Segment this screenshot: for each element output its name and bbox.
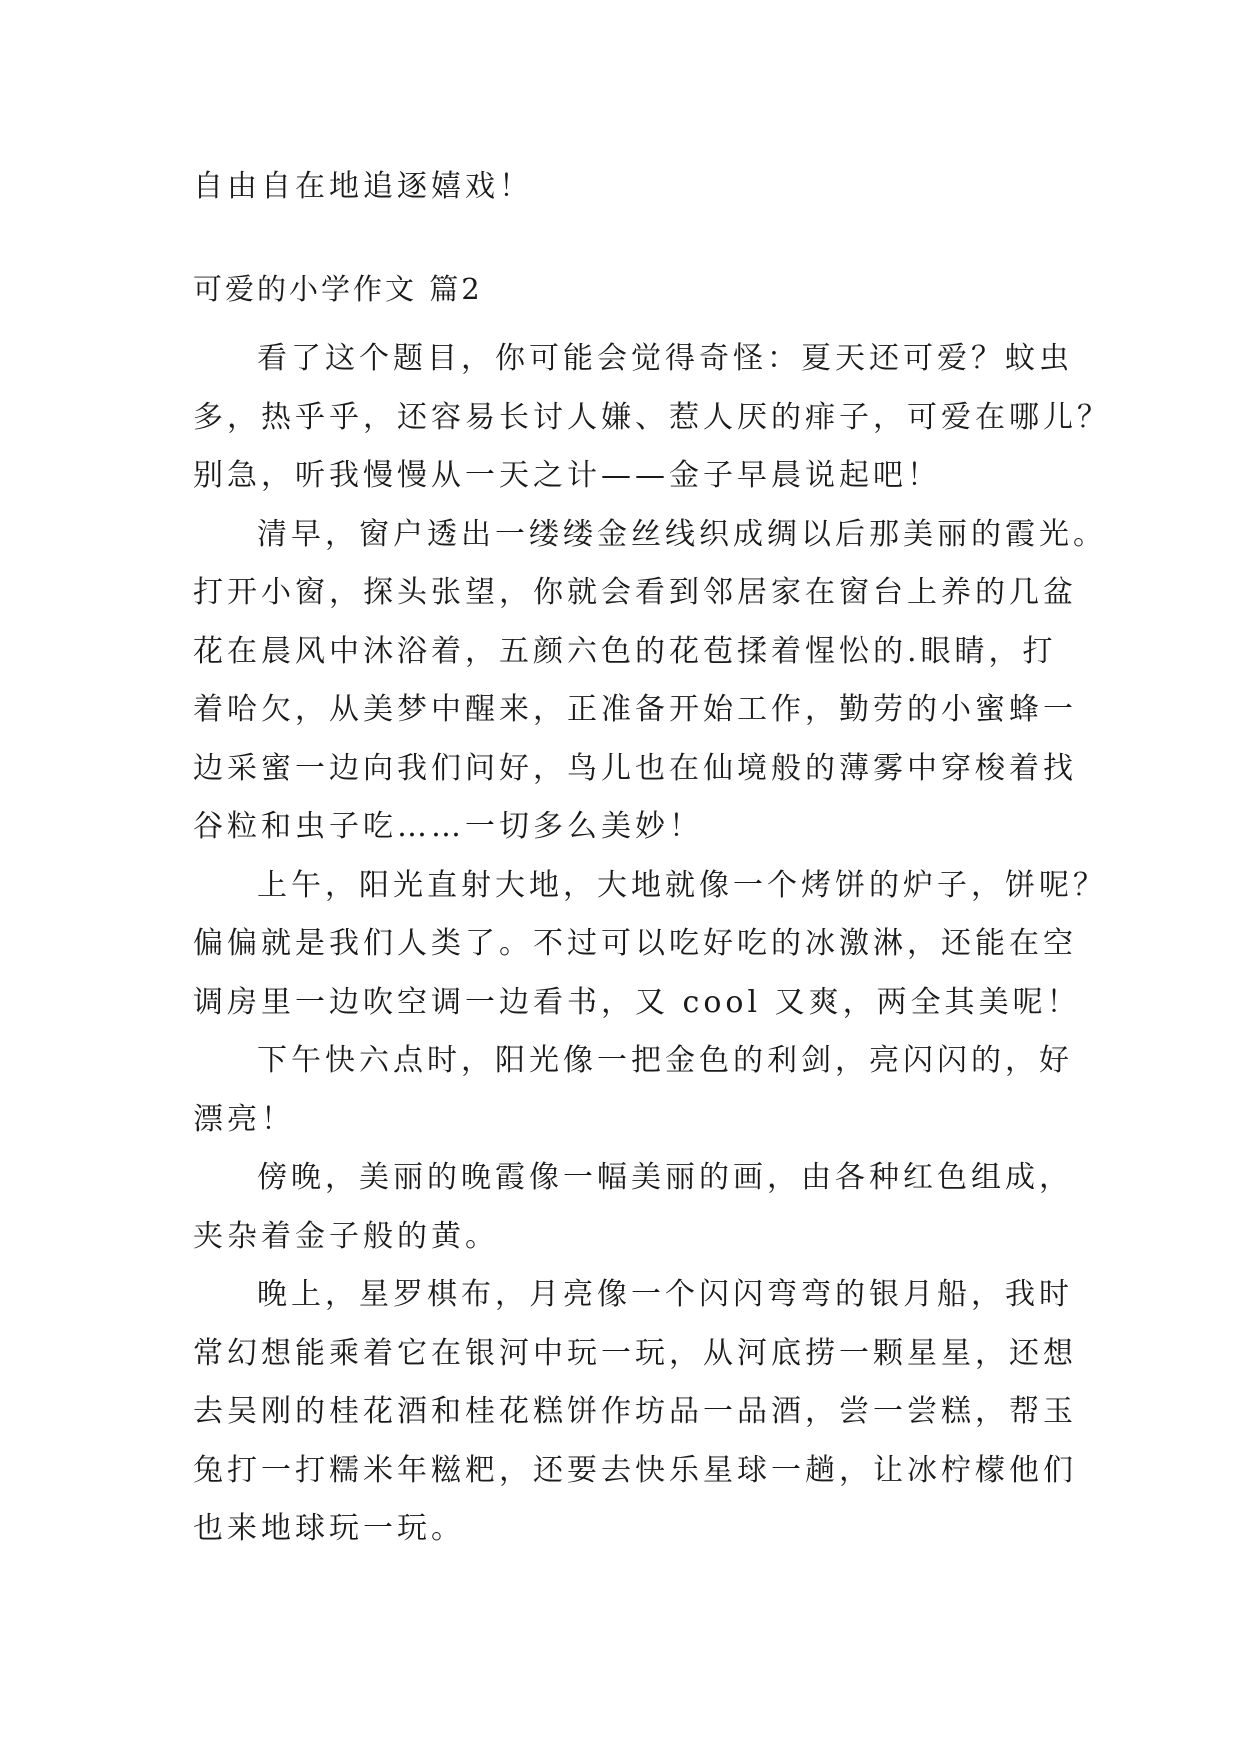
text-line: 晚上，星罗棋布，月亮像一个闪闪弯弯的银月船，我时 bbox=[257, 1277, 1073, 1312]
text-line: 花在晨风中沐浴着，五颜六色的花苞揉着惺忪的.眼睛，打 bbox=[193, 633, 1057, 669]
text-line: 偏偏就是我们人类了。不过可以吃好吃的冰激淋，还能在空 bbox=[193, 926, 1077, 961]
paragraph bbox=[193, 1149, 1073, 1266]
paragraph bbox=[193, 1032, 1073, 1149]
text-line: 多，热乎乎，还容易长讨人嫌、惹人厌的痱子，可爱在哪儿？ bbox=[193, 399, 1111, 435]
paragraph bbox=[193, 506, 1107, 857]
section-title: 可爱的小学作文 篇2 bbox=[193, 272, 483, 306]
essay-body bbox=[193, 330, 1111, 1559]
text-line: 下午快六点时，阳光像一把金色的利剑，亮闪闪的，好 bbox=[257, 1043, 1073, 1078]
text-line: 自由自在地追逐嬉戏！ bbox=[193, 169, 533, 204]
section-heading bbox=[193, 260, 1053, 319]
text-line: 也来地球玩一玩。 bbox=[193, 1511, 465, 1546]
text-line: 着哈欠，从美梦中醒来，正准备开始工作，勤劳的小蜜蜂一 bbox=[193, 692, 1077, 727]
continuation-text bbox=[193, 158, 1053, 217]
text-line: 上午，阳光直射大地，大地就像一个烤饼的炉子，饼呢？ bbox=[257, 867, 1107, 903]
paragraph bbox=[193, 1266, 1077, 1559]
text-line: 夹杂着金子般的黄。 bbox=[193, 1218, 499, 1254]
text-line: 别急，听我慢慢从一天之计——金子早晨说起吧！ bbox=[193, 458, 941, 493]
text-line: 调房里一边吹空调一边看书，又 cool 又爽，两全其美呢！ bbox=[193, 984, 1081, 1020]
text-line: 漂亮！ bbox=[193, 1101, 295, 1137]
text-line: 常幻想能乘着它在银河中玩一玩，从河底捞一颗星星，还想 bbox=[193, 1335, 1077, 1371]
text-line: 去吴刚的桂花酒和桂花糕饼作坊品一品酒，尝一尝糕，帮玉 bbox=[193, 1394, 1077, 1429]
text-line: 谷粒和虫子吃……一切多么美妙！ bbox=[193, 809, 703, 844]
paragraph bbox=[193, 330, 1111, 506]
text-line: 兔打一打糯米年糍粑，还要去快乐星球一趟，让冰柠檬他们 bbox=[193, 1452, 1077, 1488]
text-line: 清早，窗户透出一缕缕金丝线织成绸以后那美丽的霞光。 bbox=[257, 516, 1107, 552]
text-line: 傍晚，美丽的晚霞像一幅美丽的画，由各种红色组成， bbox=[257, 1160, 1073, 1195]
text-line: 看了这个题目，你可能会觉得奇怪：夏天还可爱？蚊虫 bbox=[257, 341, 1073, 376]
paragraph bbox=[193, 857, 1107, 1033]
text-line: 打开小窗，探头张望，你就会看到邻居家在窗台上养的几盆 bbox=[193, 575, 1077, 610]
text-line: 边采蜜一边向我们问好，鸟儿也在仙境般的薄雾中穿梭着找 bbox=[193, 750, 1077, 786]
